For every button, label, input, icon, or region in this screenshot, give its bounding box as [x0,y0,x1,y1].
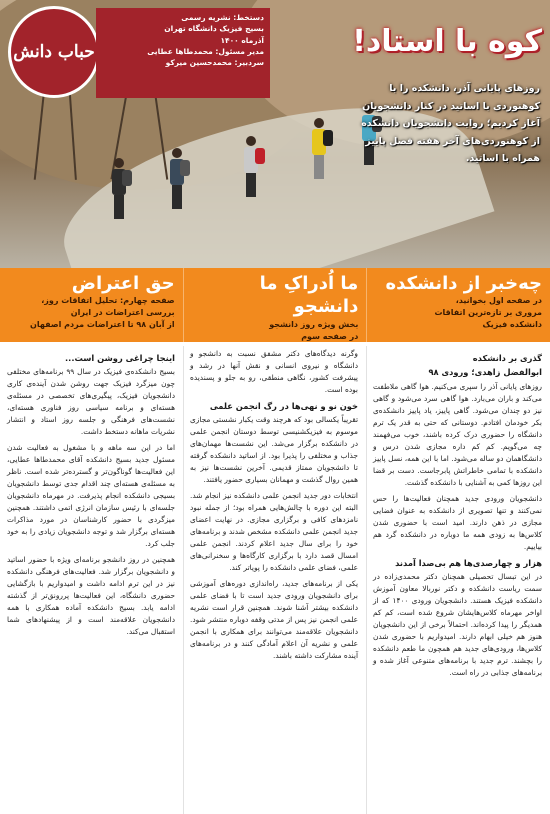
publication-logo [8,6,100,98]
teaser-student-day [184,268,368,342]
logo-text: حباب دانش [13,42,95,62]
article-paragraph: دانشجویان ورودی جدید همچنان فعالیت‌ها را حس نمی‌کنند و تنها تصویری از دانشکده به عنوان فضایی مجازی در ذهن دارند. امید است با حضوری شدن کلاس‌ها به زودی همه ما دوباره در دانشکده گرد هم بیاییم. [373,493,542,551]
article-byline: ابوالفضل زاهدی؛ ورودی ۹۸ [428,367,542,378]
teaser-line: صفحه چهارم: تحلیل اتفاقات روز، [41,296,175,306]
article-paragraph: روزهای پایانی آذر را سپری می‌کنیم. هوا گاهی ملاطفت می‌کند و باران می‌بارد. هوا گاهی سرد می‌شود و گاهی نیز دو چندان می‌شود. گاهی پاییز، یاد پاییز دانشکده‌ی بکر خودمان افتادم. دوستانی که حتی به قدر یک ترم دانشگاه را حضوری درک کرده باشند، خوب می‌فهمند چه می‌گویم. کم کم داره مجازی شدن درس و دانشگاهمان دو ساله می‌شود. اما با این همه، نسل پاییز دانشکده با تمامی خاطراتش پابرجاست. دست بر قضا این روزها کمی به آشنایی با دانشکده گذشت. [373,381,542,487]
masthead-line: سردبیر: محمدحسین میرکو [165,58,264,67]
article-paragraph: بسیج دانشکده‌ی فیزیک در سال ۹۹ برنامه‌های مختلفی چون میزگرد فیزیک جهت روشن شدن آینده‌ی کاری دانشجویان فیزیک، پیگیری‌های تخصصی در مسئله‌ی هسته‌ای و برنامه سیاسی روز فناوری هسته‌ای، نشست‌های فرهنگی و جلسه روز استاد و انتشار نشریات ماهانه دستخط داشت. [7,367,175,437]
teaser-line: در صفحه سوم [301,331,359,341]
hiker-figure [112,158,126,219]
article-heading: گذری بر دانشکده [472,353,542,363]
teaser-line: در صفحه اول بخوانید، [455,296,542,306]
masthead-line: بسیج فیزیک دانشگاه تهران [164,24,264,34]
article-paragraph: همچنین در روز دانشجو برنامه‌ای ویژه با حضور اساتید و دانشجویان برگزار شد. فعالیت‌های فرهنگی دانشکده نیز در این ترم ادامه داشت و امیدواریم با بازگشایی حضوری دانشگاه، این فعالیت‌ها پررونق‌تر از گذشته ادامه یابد. بسیج دانشکده آماده همکاری با همه دانشجویان علاقه‌مند است و از پیشنهادهای شما استقبال می‌کند. [7,555,175,637]
teaser-protest [0,268,184,342]
article-paragraph: وگرنه دیدگاه‌های دکتر مشفق نسبت به دانشجو و دانشگاه و نیروی انسانی و نقش آنها در رشد و پیشرفت کشور، نگاهی منطقی، رو به جلو و پسندیده بوده است. [190,349,358,394]
article-paragraph: انتخابات دور جدید انجمن علمی دانشکده نیز انجام شد. البته این دوره با چالش‌هایی همراه بود؛ از جمله نبود نامزدهای کافی و برگزاری مجازی. در نهایت اعضای جدید انجمن علمی دانشکده مشخص شدند و برنامه‌های خود را برای سال جدید اعلام کردند. انجمن علمی امسال قصد دارد با برگزاری کارگاه‌ها و سخنرانی‌های علمی، فضای علمی دانشکده را پویاتر کند. [190,491,358,573]
article-heading: هزار و چهارصدی‌ها هم بی‌صدا آمدند [395,557,542,568]
teaser-news [367,268,550,342]
hiker-figure [312,118,326,179]
teaser-title: ما اُدراکِ ما دانشجو [259,273,359,318]
teaser-title: حق اعتراض [71,273,175,294]
article-heading: اینجا چراغی روشن است... [65,353,175,363]
article-paragraph: یکی از برنامه‌های جدید، راه‌اندازی دوره‌های آموزشی برای دانشجویان ورودی جدید است تا با فضای علمی دانشکده بیشتر آشنا شوند. همچنین قرار است نشریه علمی انجمن نیز پس از مدتی وقفه دوباره منتشر شود. دانشجویان علاقه‌مند می‌توانند برای همکاری با انجمن علمی و نشریه آن اعلام آمادگی کنند و در برنامه‌های آینده مشارکت داشته باشند. [190,579,358,661]
hiker-figure [244,136,258,197]
article-columns [0,346,550,814]
masthead-line: مدیر مسئول: محمدطاها عطایی [147,46,264,56]
column-middle [184,346,367,814]
article-heading: خون نو و نهی‌ها در رگ انجمن علمی [209,400,358,411]
column-right [367,346,550,814]
article-paragraph: تقریباً یکسالی بود که هرچند وقت یکبار نشستی مجازی موسوم به فیزیکشنیسی توسط دوستان انجمن علمی در دانشکده برگزار می‌شد. این نشست‌ها مهمان‌های جذاب و مختلفی را پذیرا بود. از اساتید دانشکده گرفته تا دانشجویان ممتاز قدیمی. آخرین نشست‌ها نیز به همین روال گذشت و مهمانان بسیاری حضور یافتند. [190,415,358,485]
masthead-line: آذرماه ۱۴۰۰ [220,35,264,45]
teaser-line: بررسی اعتراضات در ایران [70,308,175,318]
teaser-line: بخش ویژه روز دانشجو [269,319,359,329]
main-headline-subtitle: روزهای پایانی آذر، دانشکده را با کوهنوردی با اساتید در کنار دانشجویان آغاز کردیم؛ روایت دانشجویان دانشکده از کوهنوردی‌های آخر هفته فصل پاییز همراه با اساتید. [361,83,540,165]
column-left [1,346,184,814]
hiker-figure [170,148,184,209]
masthead-info [96,8,270,98]
teaser-line: مروری بر تازه‌ترین اتفاقات [434,308,542,318]
teaser-line: دانشکده فیزیک [482,320,542,330]
main-headline: کوه با استاد! [352,24,542,59]
section-teasers [0,268,550,342]
article-paragraph: در این تبسال تحصیلی همچنان دکتر محمدی‌زاده در سمت ریاست دانشکده و دکتر نوربالا معاون آموزش دانشکده فیزیک هستند. دانشجویان ورودی ۱۴۰۰ که از اواخر مهرماه کلاس‌هایشان شروع شده است، کم کم همدیگر را پیدا کرده‌اند. احتمالاً برخی از این دانشجویان هنوز هم خیلی ابهام دارند. امیدواریم با حضوری شدن کلاس‌ها، ورودی‌های جدید هم همچون ما طعم دانشکده را بچشند. ترم جدید با برنامه‌های متنوعی آغاز شده و برنامه‌های جذابی در راه است. [373,572,542,677]
cover-photo [0,0,550,268]
masthead-line: دستخط: نشریه رسمی [181,13,264,22]
article-paragraph: اما در این سه ماهه و با مشغول به فعالیت شدن مسئول جدید بسیج دانشکده آقای محمدطاها عطایی، این فعالیت‌ها گوناگون‌تر و گسترده‌تر شده است. ناظر به مسئله‌ی هسته‌ای چند اقدام جدی توسط دانشجویان بسیجی دانشکده انجام پذیرفت. در مهرماه دانشجویان جلسه‌ای با رئیس سازمان انرژی اتمی داشتند. همچنین میزگردی با حضور کارشناسان در مورد مذاکرات هسته‌ای برگزار شد و توجه دانشجویان زیادی را به خود جلب کرد. [7,443,175,549]
teaser-title: چه‌خبر از دانشکده [385,273,542,294]
teaser-line: از آبان ۹۸ تا اعتراضات مردم اصفهان [30,320,175,330]
